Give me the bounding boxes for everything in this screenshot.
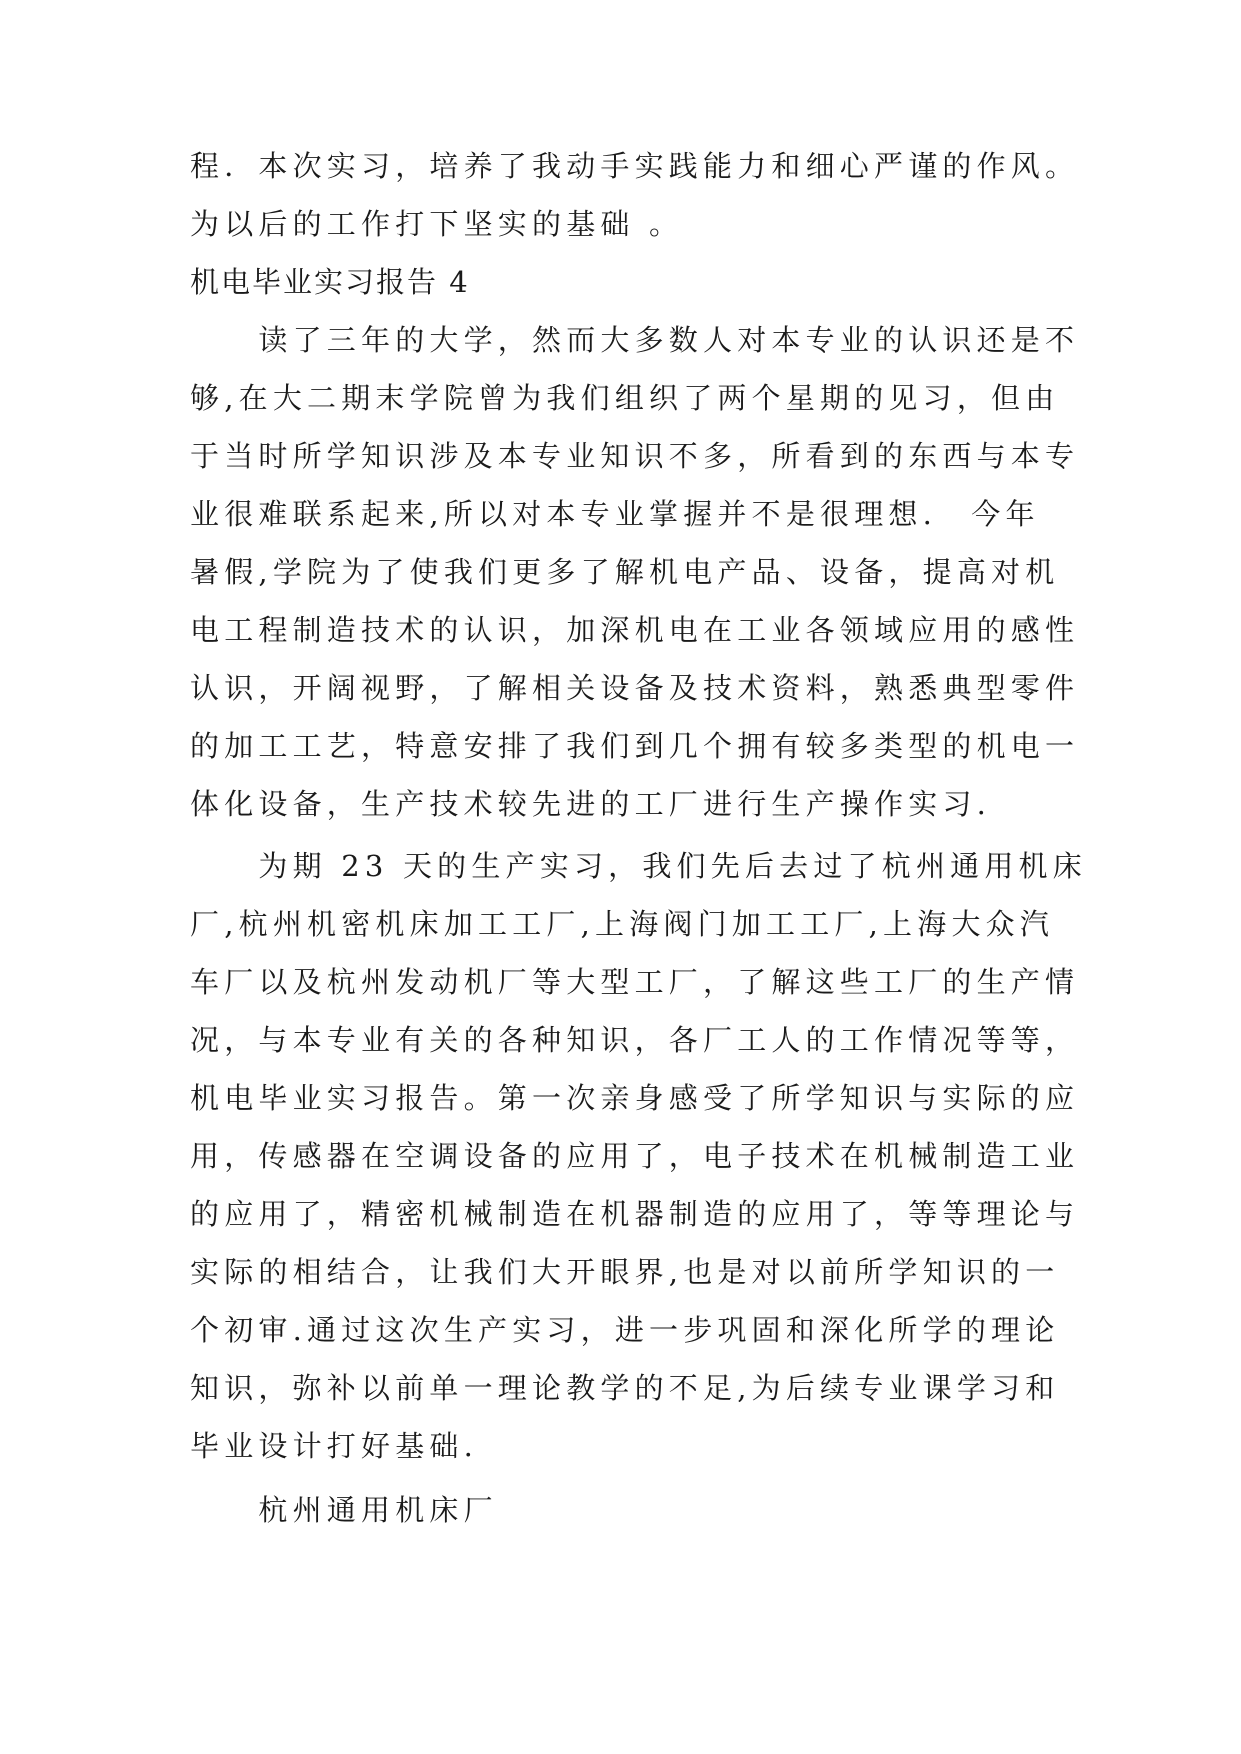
text-line: 况，与本专业有关的各种知识，各厂工人的工作情况等等， xyxy=(190,1023,1080,1057)
text-line: 的加工工艺，特意安排了我们到几个拥有较多类型的机电一 xyxy=(190,729,1080,763)
text-line: 电工程制造技术的认识，加深机电在工业各领域应用的感性 xyxy=(190,613,1080,647)
text-line: 暑假,学院为了使我们更多了解机电产品、设备，提高对机 xyxy=(190,555,1060,589)
text-line: 用，传感器在空调设备的应用了，电子技术在机械制造工业 xyxy=(190,1139,1080,1173)
text-line: 车厂以及杭州发动机厂等大型工厂，了解这些工厂的生产情 xyxy=(190,965,1080,999)
text-line: 知识，弥补以前单一理论教学的不足,为后续专业课学习和 xyxy=(190,1371,1060,1405)
text-line: 于当时所学知识涉及本专业知识不多，所看到的东西与本专 xyxy=(190,439,1080,473)
text-line: 杭州通用机床厂 xyxy=(190,1493,498,1527)
text-line: 实际的相结合，让我们大开眼界,也是对以前所学知识的一 xyxy=(190,1255,1060,1289)
section-heading: 机电毕业实习报告 4 xyxy=(190,265,470,299)
text-line: 程．本次实习，培养了我动手实践能力和细心严谨的作风。 xyxy=(190,149,1080,183)
text-line: 的应用了，精密机械制造在机器制造的应用了，等等理论与 xyxy=(190,1197,1080,1231)
text-line: 认识，开阔视野，了解相关设备及技术资料，熟悉典型零件 xyxy=(190,671,1080,705)
text-line: 读了三年的大学，然而大多数人对本专业的认识还是不 xyxy=(190,323,1080,357)
text-line: 毕业设计打好基础. xyxy=(190,1429,479,1463)
text-line: 厂,杭州机密机床加工工厂,上海阀门加工工厂,上海大众汽 xyxy=(190,907,1055,941)
text-line: 业很难联系起来,所以对本专业掌握并不是很理想. 今年 xyxy=(190,497,1040,531)
text-line: 机电毕业实习报告。第一次亲身感受了所学知识与实际的应 xyxy=(190,1081,1080,1115)
text-line: 够,在大二期末学院曾为我们组织了两个星期的见习，但由 xyxy=(190,381,1060,415)
text-line: 为以后的工作打下坚实的基础 。 xyxy=(190,207,684,241)
text-line: 个初审.通过这次生产实习，进一步巩固和深化所学的理论 xyxy=(190,1313,1060,1347)
text-line: 为期 23 天的生产实习，我们先后去过了杭州通用机床 xyxy=(190,849,1087,883)
text-line: 体化设备，生产技术较先进的工厂进行生产操作实习. xyxy=(190,787,992,821)
